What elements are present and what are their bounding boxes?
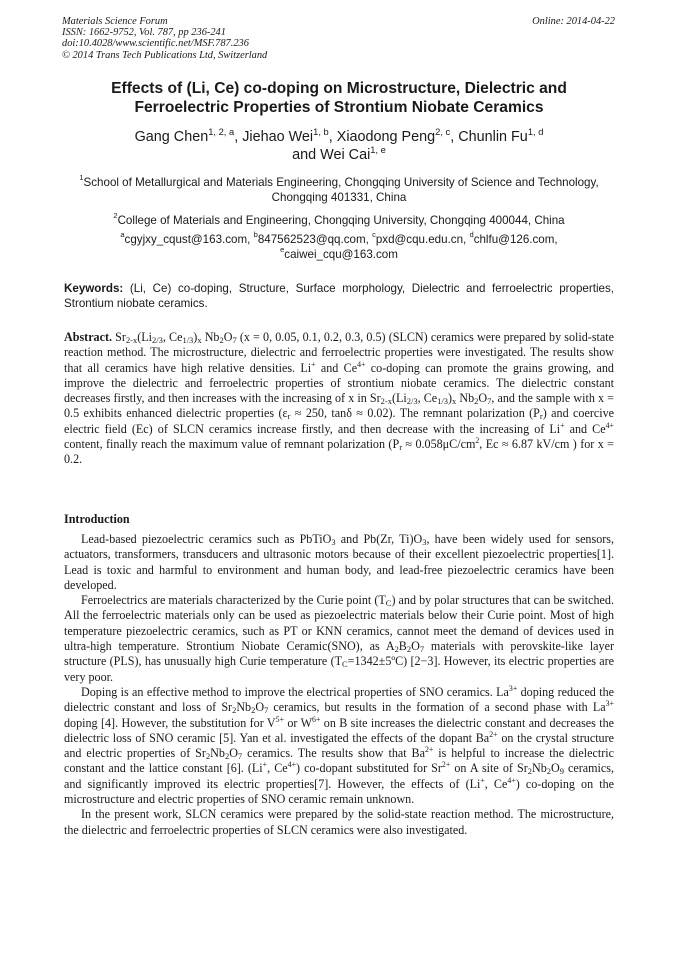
author-affiliation-mark: 2, c xyxy=(435,127,451,137)
author-name: Chunlin Fu xyxy=(458,129,528,145)
issn-line: ISSN: 1662-9752, Vol. 787, pp 236-241 xyxy=(62,27,226,39)
title-line-1: Effects of (Li, Ce) co-doping on Microstructure, Dielectric and xyxy=(111,80,567,97)
paragraph: Lead-based piezoelectric ceramics such as PbTiO$_3$ and Pb(Zr, $Ti)O_3$, have been widely used for sensors, actuators, transformers, transducers and ultrasonic motors because of their excellent piezoelectric properties[1]. Lead is toxic and harmful to environment and human body, and lead-free piezoelectric ceramics have been developed. xyxy=(64,532,614,592)
paper-title xyxy=(64,79,614,117)
online-date: Online: 2014-04-22 xyxy=(532,16,615,27)
keywords-text: (Li, Ce) co-doping, Structure, Surface morphology, Dielectric and ferroelectric properties, Strontium niobate ceramics. xyxy=(64,282,614,310)
affiliation-1: $^1$School of Metallurgical and Materials Engineering, Chongqing University of Science and Technology, Chongqing 401331, China xyxy=(79,173,599,204)
doi-line: doi:10.4028/www.scientific.net/MSF.787.236 xyxy=(62,38,249,50)
introduction-body xyxy=(64,532,614,838)
section-heading-introduction: Introduction xyxy=(64,512,130,526)
author-affiliation-mark: 1, b xyxy=(313,127,329,137)
email-b[interactable]: 847562523@qq.com, xyxy=(257,233,373,246)
email-c[interactable]: pxd@cqu.edu.cn, xyxy=(375,233,470,246)
email-line-1: $^a$cgyjxy_cqust@163.com, $^b$847562523@qq.com, $^c$pxd@cqu.edu.cn, $^d$chlfu@126.com, xyxy=(120,230,558,246)
abstract: Abstract. $Sr_{2-x}(Li_{2/3}$, $Ce_{1/3})_x$ $Nb_2O_7$ (x = 0, 0.05, 0.1, 0.2, 0.3, 0.5) (SLCN) ceramics were prepared by solid-state reaction method. The microstructure, dielectric and ferroelectric properties were investigated. The results show that all ceramics have high relative densities. Li+ and $Ce^{4+}$ co-doping can promote the grains growing, and improve the dielectric and ferroelectric properties of strontium niobate ceramics. The dielectric constant decreases firstly, and then increases with the increasing of x in $Sr_{2-x}(Li_{2/3}$, $Ce_{1/3})_x$ $Nb_2O_7$, and the sample with x = 0.5 exhibits enhanced dielectric properties ($\varepsilon_r \approx 250$, tanδ ≈ 0.02). The remnant polarization $(P_r)$ and coercive electric field (Ec) of SLCN ceramics increase firstly, and then decrease with the increasing of Li+ and $Ce^{4+}$ content, finally reach the maximum value of remnant polarization ($P_r \approx 0.058\mu C/cm^2$, Ec ≈ 6.87 kV/cm ) for x = 0.2. xyxy=(64,330,614,467)
paragraph: Ferroelectrics are materials characterized by the Curie point $(T_C)$ and by polar structures that can be switched. All the ferroelectric materials only can be used as piezoelectric materials below their Curie point. Most of high temperature piezoelectric ceramics, such as PT or KNN ceramics, cannot meet the demand of devices used in ultra-high temperature. Strontium Niobate Ceramic(SNO), as $A_2B_2O_7$ materials with perovskite-like layer structure (PLS), has unusually high Curie temperature $(T_C=1342\pm 5ºC)$ [2−3]. However, its electric properties are very poor. xyxy=(64,593,614,684)
affiliations xyxy=(64,175,614,228)
journal-name: Materials Science Forum xyxy=(62,16,168,27)
author-affiliation-mark: 1, e xyxy=(370,145,386,155)
author-name: and Wei Cai xyxy=(292,147,371,163)
author-name: Xiaodong Peng xyxy=(336,129,436,145)
copyright-line: © 2014 Trans Tech Publications Ltd, Switzerland xyxy=(62,49,268,61)
author-list xyxy=(64,128,614,164)
author-name: Jiehao Wei xyxy=(242,129,314,145)
author-emails xyxy=(64,232,614,262)
paragraph: In the present work, SLCN ceramics were prepared by the solid-state reaction method. The microstructure, the dielectric and ferroelectric properties of SLCN ceramics were also investigated. xyxy=(64,807,614,837)
title-line-2: Ferroelectric Properties of Strontium Niobate Ceramics xyxy=(134,99,544,116)
author-name: Gang Chen xyxy=(134,129,209,145)
journal-header xyxy=(62,16,267,61)
author-line-1: Gang Chen$^{1, 2, a}$, Jiehao Wei$^{1, b}$, Xiaodong Peng$^{2, c}$, Chunlin Fu$^{1, d}$ xyxy=(134,127,544,145)
email-line-2: $^e$caiwei_cqu@163.com xyxy=(280,245,398,261)
keywords xyxy=(64,281,614,311)
keywords-label: Keywords: xyxy=(64,282,124,295)
affiliation-2: $^2$College of Materials and Engineering, Chongqing University, Chongqing 400044, China xyxy=(113,211,565,227)
author-affiliation-mark: 1, d xyxy=(527,127,544,137)
abstract-label: Abstract. xyxy=(64,330,113,344)
paragraph: Doping is an effective method to improve the electrical properties of SNO ceramics. $La^{3+}$ doping reduced the dielectric constant and loss of $Sr_2Nb_2O_7$ ceramics, but results in the formation of a second phase with $La^{3+}$ doping [4]. However, the substitution for $V^{5+}$ or $W^{6+}$ on B site increases the dielectric constant and decreases the dielectric loss of SNO ceramic [5]. Yan et al. investigated the effects of the dopant $Ba^{2+}$ on the crystal structure and electric properties of $Sr_2Nb_2O_7$ ceramics. The results show that $Ba^{2+}$ is helpful to increase the dielectric constant and the lattice constant [6]. (Li+, $Ce^{4+}$) co-dopant substituted for $Sr^{2+}$ on A site of $Sr_2Nb_2O_9$ ceramics, and significantly improved its electric properties[7]. However, the effects of (Li+, $Ce^{4+}$) co-doping on the microstructure and electric properties of SNO ceramic remain unknown. xyxy=(64,683,615,807)
author-affiliation-mark: 1, 2, a xyxy=(208,127,235,137)
email-e[interactable]: caiwei_cqu@163.com xyxy=(284,248,398,261)
email-d[interactable]: chlfu@126.com, xyxy=(473,233,558,246)
email-a[interactable]: cgyjxy_cqust@163.com, xyxy=(124,233,254,246)
author-line-2 xyxy=(64,146,614,164)
